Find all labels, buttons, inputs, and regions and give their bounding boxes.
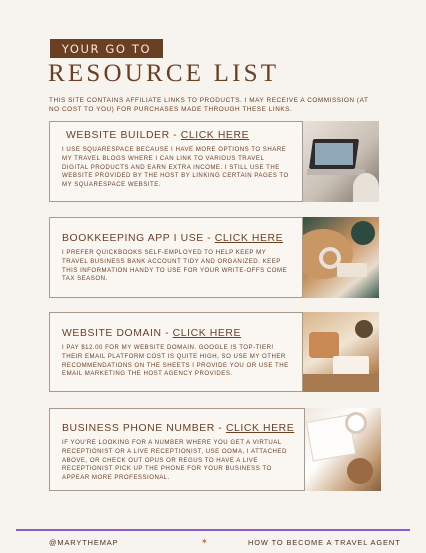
notebook-photo — [305, 408, 381, 491]
resource-card-bookkeeping — [49, 217, 379, 298]
resource-card-text — [49, 312, 303, 392]
social-handle: @MARYTHEMAP — [49, 538, 119, 547]
resource-card-business-phone — [49, 408, 379, 491]
resource-card-text — [49, 217, 303, 298]
footer-tagline: HOW TO BECOME A TRAVEL AGENT — [248, 538, 401, 547]
desk-photo — [303, 312, 379, 392]
resource-heading — [62, 423, 294, 434]
click-here-link[interactable]: CLICK HERE — [172, 328, 242, 339]
resource-heading-label: WEBSITE BUILDER - — [66, 130, 181, 141]
resource-heading-label: BOOKKEEPING APP I USE - — [62, 233, 215, 244]
header-badge: YOUR GO TO — [50, 39, 163, 58]
page-title: RESOURCE LIST — [48, 60, 280, 87]
resource-heading — [62, 233, 292, 244]
resource-description: I USE SQUARESPACE BECAUSE I HAVE MORE OPTIONS TO SHARE MY TRAVEL BLOGS WHERE I CAN LINK TO VARIOUS TRAVEL DIGITAL PRODUCTS AND EARN EXTRA INCOME. I STILL USE THE WEBSITE PROVIDED BY THE HOST BY LINKING CERTAIN PAGES TO MY SQUARESPACE WEBSITE. — [62, 146, 289, 189]
affiliate-disclaimer: THIS SITE CONTAINS AFFILIATE LINKS TO PRODUCTS. I MAY RECEIVE A COMMISSION (AT NO COST TO YOU) FOR PURCHASES MADE THROUGH THESE LINKS. — [49, 97, 369, 113]
footer-divider — [16, 529, 410, 531]
resource-card-website-builder — [49, 121, 379, 202]
resource-card-website-domain — [49, 312, 379, 392]
sparkle-icon: ✶ — [201, 537, 208, 546]
resource-card-text — [49, 408, 305, 491]
click-here-link[interactable]: CLICK HERE — [214, 233, 284, 244]
resource-heading-label: BUSINESS PHONE NUMBER - — [62, 423, 226, 434]
resource-description: I PREFER QUICKBOOKS SELF-EMPLOYED TO HELP KEEP MY TRAVEL BUSINESS BANK ACCOUNT TIDY AND ORGANIZED. KEEP THIS INFORMATION HANDY TO USE FOR YOUR WRITE-OFFS COME TAX SEASON. — [62, 249, 288, 283]
resource-heading — [62, 130, 292, 141]
laptop-photo — [303, 121, 379, 202]
resource-card-text — [49, 121, 303, 202]
resource-description: IF YOU'RE LOOKING FOR A NUMBER WHERE YOU GET A VIRTUAL RECEPTIONIST OR A LIVE RECEPTIONIST, USE OOMA, I ATTACHED ABOVE, OR CHECK OUT OPUS OR REGUS TO HAVE A LIVE RECEPTIONIST PICK UP THE PHONE FOR YOUR BUSINESS TO APPEAR MORE PROFESSIONAL. — [62, 439, 287, 482]
resource-heading-label: WEBSITE DOMAIN - — [62, 328, 173, 339]
click-here-link[interactable]: CLICK HERE — [180, 130, 250, 141]
resource-description: I PAY $12.00 FOR MY WEBSITE DOMAIN. GOOGLE IS TOP-TIER! THEIR EMAIL PLATFORM COST IS QUITE HIGH, SO USE MY OTHER RECOMMENDATIONS ON THE SHEETS I PROVIDE YOU OR USE THE EMAIL MARKETING THE HOST AGENCY PROVIDES. — [62, 344, 289, 378]
resource-heading — [62, 328, 292, 339]
headphones-photo — [303, 217, 379, 298]
click-here-link[interactable]: CLICK HERE — [225, 423, 295, 434]
